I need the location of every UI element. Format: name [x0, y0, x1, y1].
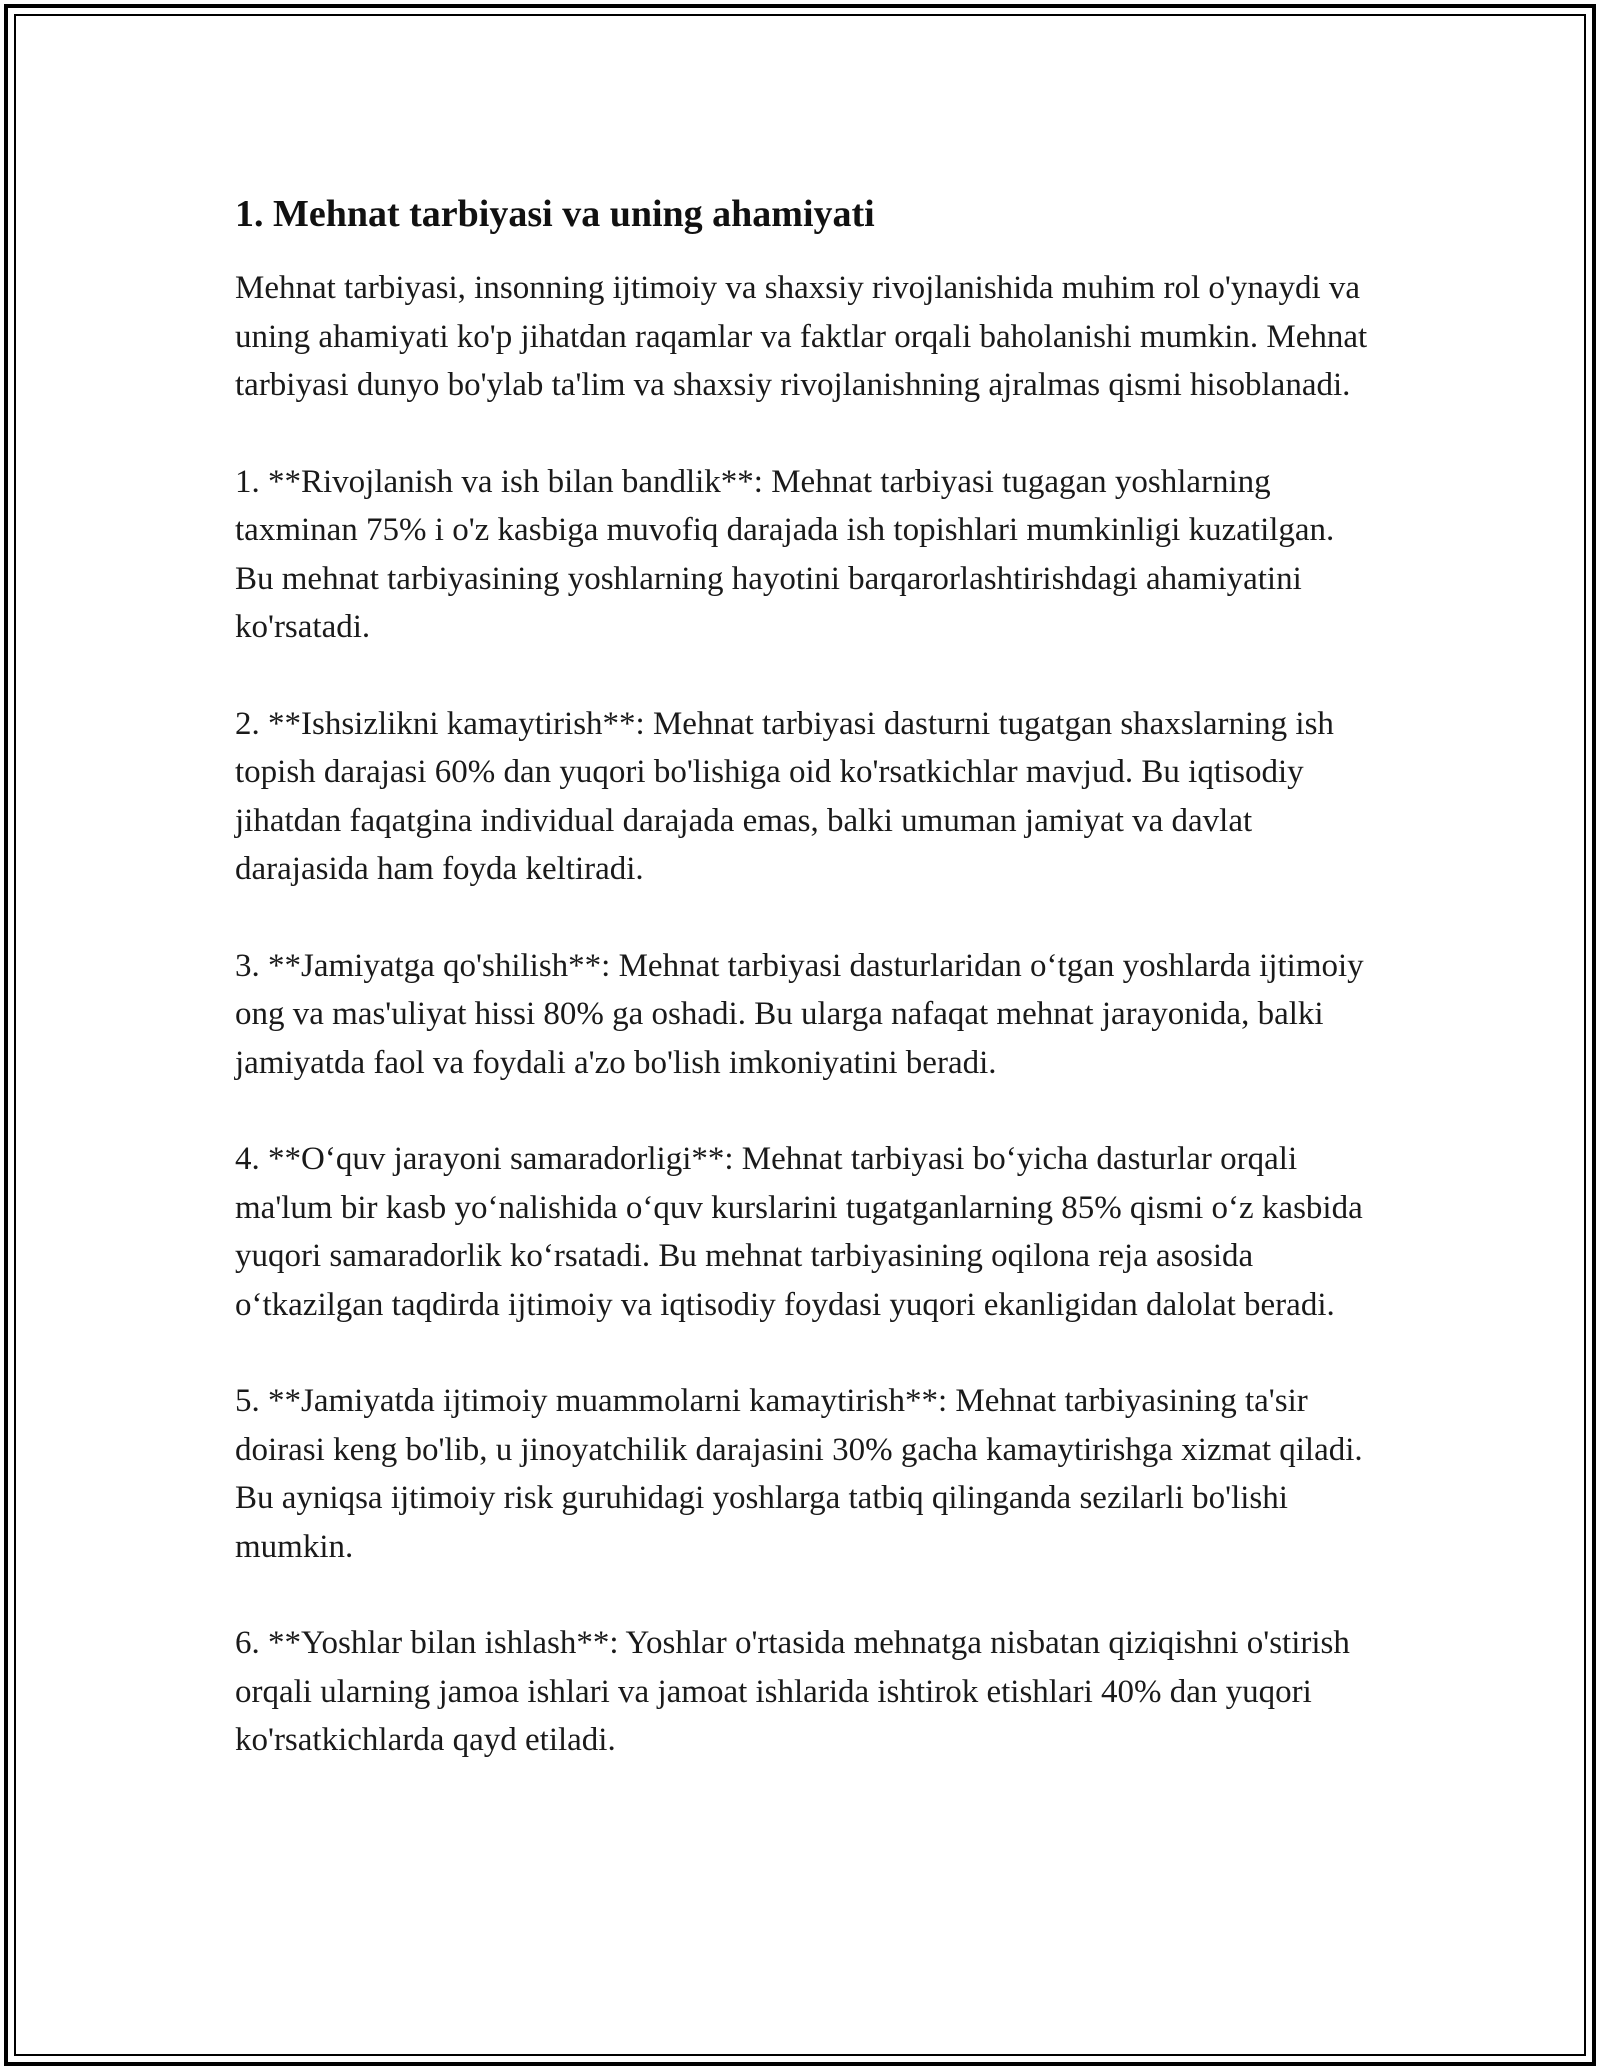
intro-paragraph: Mehnat tarbiyasi, insonning ijtimoiy va shaxsiy rivojlanishida muhim rol o'ynaydi va uning ahamiyati ko'p jihatdan raqamlar va faktlar orqali baholanishi mumkin. Mehnat tarbiyasi dunyo bo'ylab ta'lim va shaxsiy rivojlanishning ajralmas qismi hisoblanadi. — [235, 270, 1368, 403]
list-item-youth-work: 6. **Yoshlar bilan ishlash**: Yoshlar o'rtasida mehnatga nisbatan qiziqishni o'stirish orqali ularning jamoa ishlari va jamoat ishlarida ishtirok etishlari 40% dan yuqori ko'rsatkichlarda qayd etiladi. — [235, 1625, 1350, 1758]
list-item-unemployment: 2. **Ishsizlikni kamaytirish**: Mehnat tarbiyasi dasturni tugatgan shaxslarning ish topish darajasi 60% dan yuqori bo'lishiga oid ko'rsatkichlar mavjud. Bu iqtisodiy jihatdan faqatgina individual darajada emas, balki umuman jamiyat va davlat darajasida ham foyda keltiradi. — [235, 705, 1334, 887]
list-item-learning-efficiency: 4. **O‘quv jarayoni samaradorligi**: Mehnat tarbiyasi bo‘yicha dasturlar orqali ma'lum bir kasb yo‘nalishida o‘quv kurslarini tugatganlarning 85% qismi o‘z kasbida yuqori samaradorlik ko‘rsatadi. Bu mehnat tarbiyasining oqilona reja asosida o‘tkazilgan taqdirda ijtimoiy va iqtisodiy foydasi yuqori ekanligidan dalolat beradi. — [235, 1141, 1363, 1323]
list-item-social-problems: 5. **Jamiyatda ijtimoiy muammolarni kamaytirish**: Mehnat tarbiyasining ta'sir doirasi keng bo'lib, u jinoyatchilik darajasini 30% gacha kamaytirishga xizmat qiladi. Bu ayniqsa ijtimoiy risk guruhidagi yoshlarga tatbiq qilinganda sezilarli bo'lishi mumkin. — [235, 1383, 1363, 1565]
section-heading: 1. Mehnat tarbiyasi va uning ahamiyati — [235, 193, 875, 235]
list-item-employment: 1. **Rivojlanish va ish bilan bandlik**: Mehnat tarbiyasi tugagan yoshlarning taxminan 75% i o'z kasbiga muvofiq darajada ish topishlari mumkinligi kuzatilgan. Bu mehnat tarbiyasining yoshlarning hayotini barqarorlashtirishdagi ahamiyatini ko'rsatadi. — [235, 463, 1335, 645]
document-body — [235, 186, 1375, 1813]
list-item-social-inclusion: 3. **Jamiyatga qo'shilish**: Mehnat tarbiyasi dasturlaridan o‘tgan yoshlarda ijtimoiy ong va mas'uliyat hissi 80% ga oshadi. Bu ularga nafaqat mehnat jarayonida, balki jamiyatda faol va foydali a'zo bo'lish imkoniyatini beradi. — [235, 947, 1364, 1081]
